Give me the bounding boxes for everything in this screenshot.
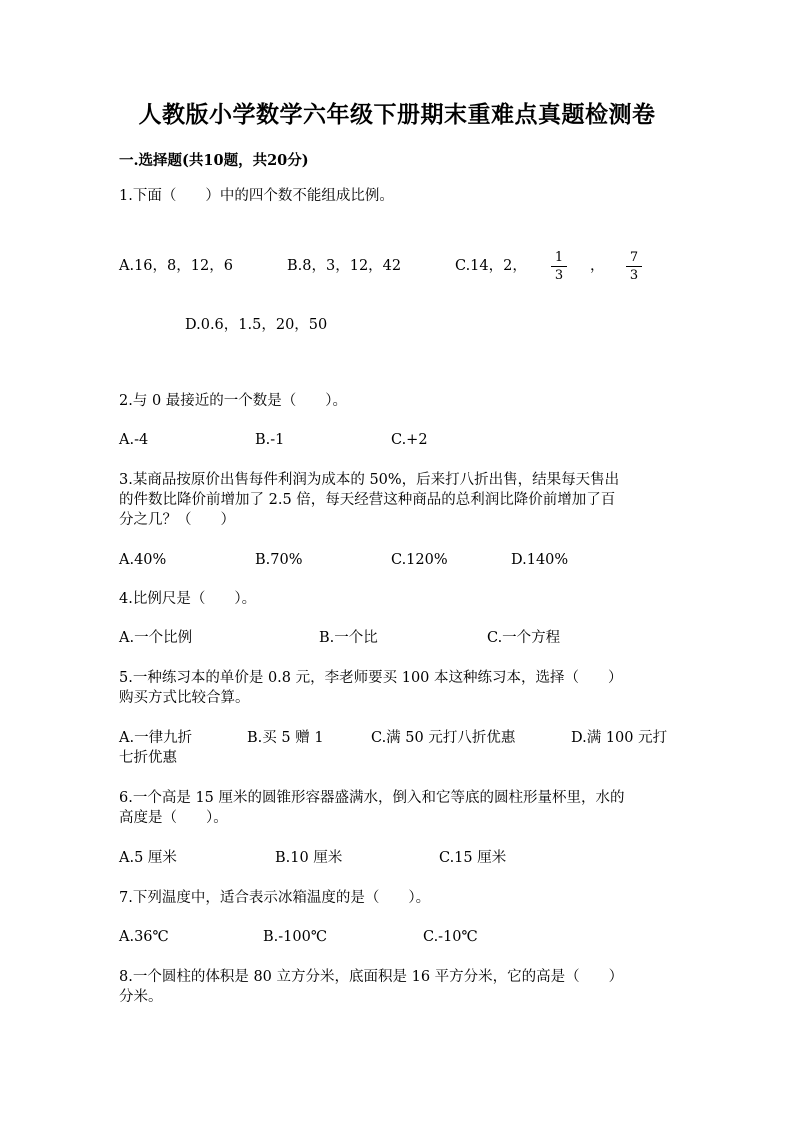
question-8-line-2: 分米。 [119,989,163,1005]
question-7-option-b: B.-100℃ [263,929,328,945]
question-7-option-c: C.-10℃ [423,929,478,945]
document-title: 人教版小学数学六年级下册期末重难点真题检测卷 [138,101,656,128]
question-6-line-2: 高度是（ ）。 [119,810,228,826]
question-8-line-1: 8.一个圆柱的体积是 80 立方分米，底面积是 16 平方分米，它的高是（ ） [119,969,624,985]
question-5-option-d: D.满 100 元打 [571,730,668,746]
question-1-option-b: B.8，3，12，42 [287,258,402,274]
question-8-stem [119,967,675,1007]
question-3-line-1: 3.某商品按原价出售每件利润为成本的 50%，后来打八折出售，结果每天售出 [119,472,620,488]
question-2-option-a: A.-4 [119,432,149,448]
question-6-line-1: 6.一个高是 15 厘米的圆锥形容器盛满水，倒入和它等底的圆柱形量杯里，水的 [119,790,625,806]
question-3-option-d: D.140% [511,552,569,568]
question-3-option-a: A.40% [119,552,167,568]
question-5-line-1: 5.一种练习本的单价是 0.8 元，李老师要买 100 本这种练习本，选择（ ） [119,670,623,686]
question-6-option-b: B.10 厘米 [275,850,343,866]
question-2-option-c: C.+2 [391,432,428,448]
question-1-option-c: C.14，2， [455,258,527,274]
question-3-line-3: 分之几？（ ） [119,512,235,528]
fraction-seven-thirds [626,250,642,283]
question-2-stem: 2.与 0 最接近的一个数是（ ）。 [119,393,348,409]
question-4-stem: 4.比例尺是（ ）。 [119,591,257,607]
fraction-denominator: 3 [554,268,564,283]
question-3-option-c: C.120% [391,552,448,568]
question-4-option-c: C.一个方程 [487,630,561,646]
question-3-option-b: B.70% [255,552,303,568]
question-5-stem [119,668,675,708]
question-5-option-d-cont: 七折优惠 [119,750,177,766]
fraction-separator: ， [590,258,605,274]
question-6-stem [119,788,675,828]
question-1-option-d: D.0.6，1.5，20，50 [185,317,328,333]
section-heading: 一.选择题(共10题，共20分) [119,152,309,169]
question-5-option-b: B.买 5 赠 1 [247,730,324,746]
question-4-option-a: A.一个比例 [119,630,193,646]
question-6-option-a: A.5 厘米 [119,850,177,866]
question-3-line-2: 的件数比降价前增加了 2.5 倍，每天经营这种商品的总利润比降价前增加了百 [119,492,616,508]
fraction-numerator: 1 [554,250,564,265]
fraction-numerator: 7 [629,250,639,265]
question-2-option-b: B.-1 [255,432,285,448]
question-1-option-a: A.16，8，12，6 [119,258,233,274]
question-6-option-c: C.15 厘米 [439,850,507,866]
question-7-option-a: A.36℃ [119,929,169,945]
fraction-one-third [551,250,567,283]
question-5-line-2: 购买方式比较合算。 [119,690,250,706]
question-4-option-b: B.一个比 [319,630,378,646]
question-1-stem: 1.下面（ ）中的四个数不能组成比例。 [119,188,394,204]
question-7-stem: 7.下列温度中，适合表示冰箱温度的是（ ）。 [119,890,431,906]
question-5-option-a: A.一律九折 [119,730,193,746]
fraction-denominator: 3 [629,268,639,283]
question-3-stem [119,470,675,530]
question-5-option-c: C.满 50 元打八折优惠 [371,730,516,746]
